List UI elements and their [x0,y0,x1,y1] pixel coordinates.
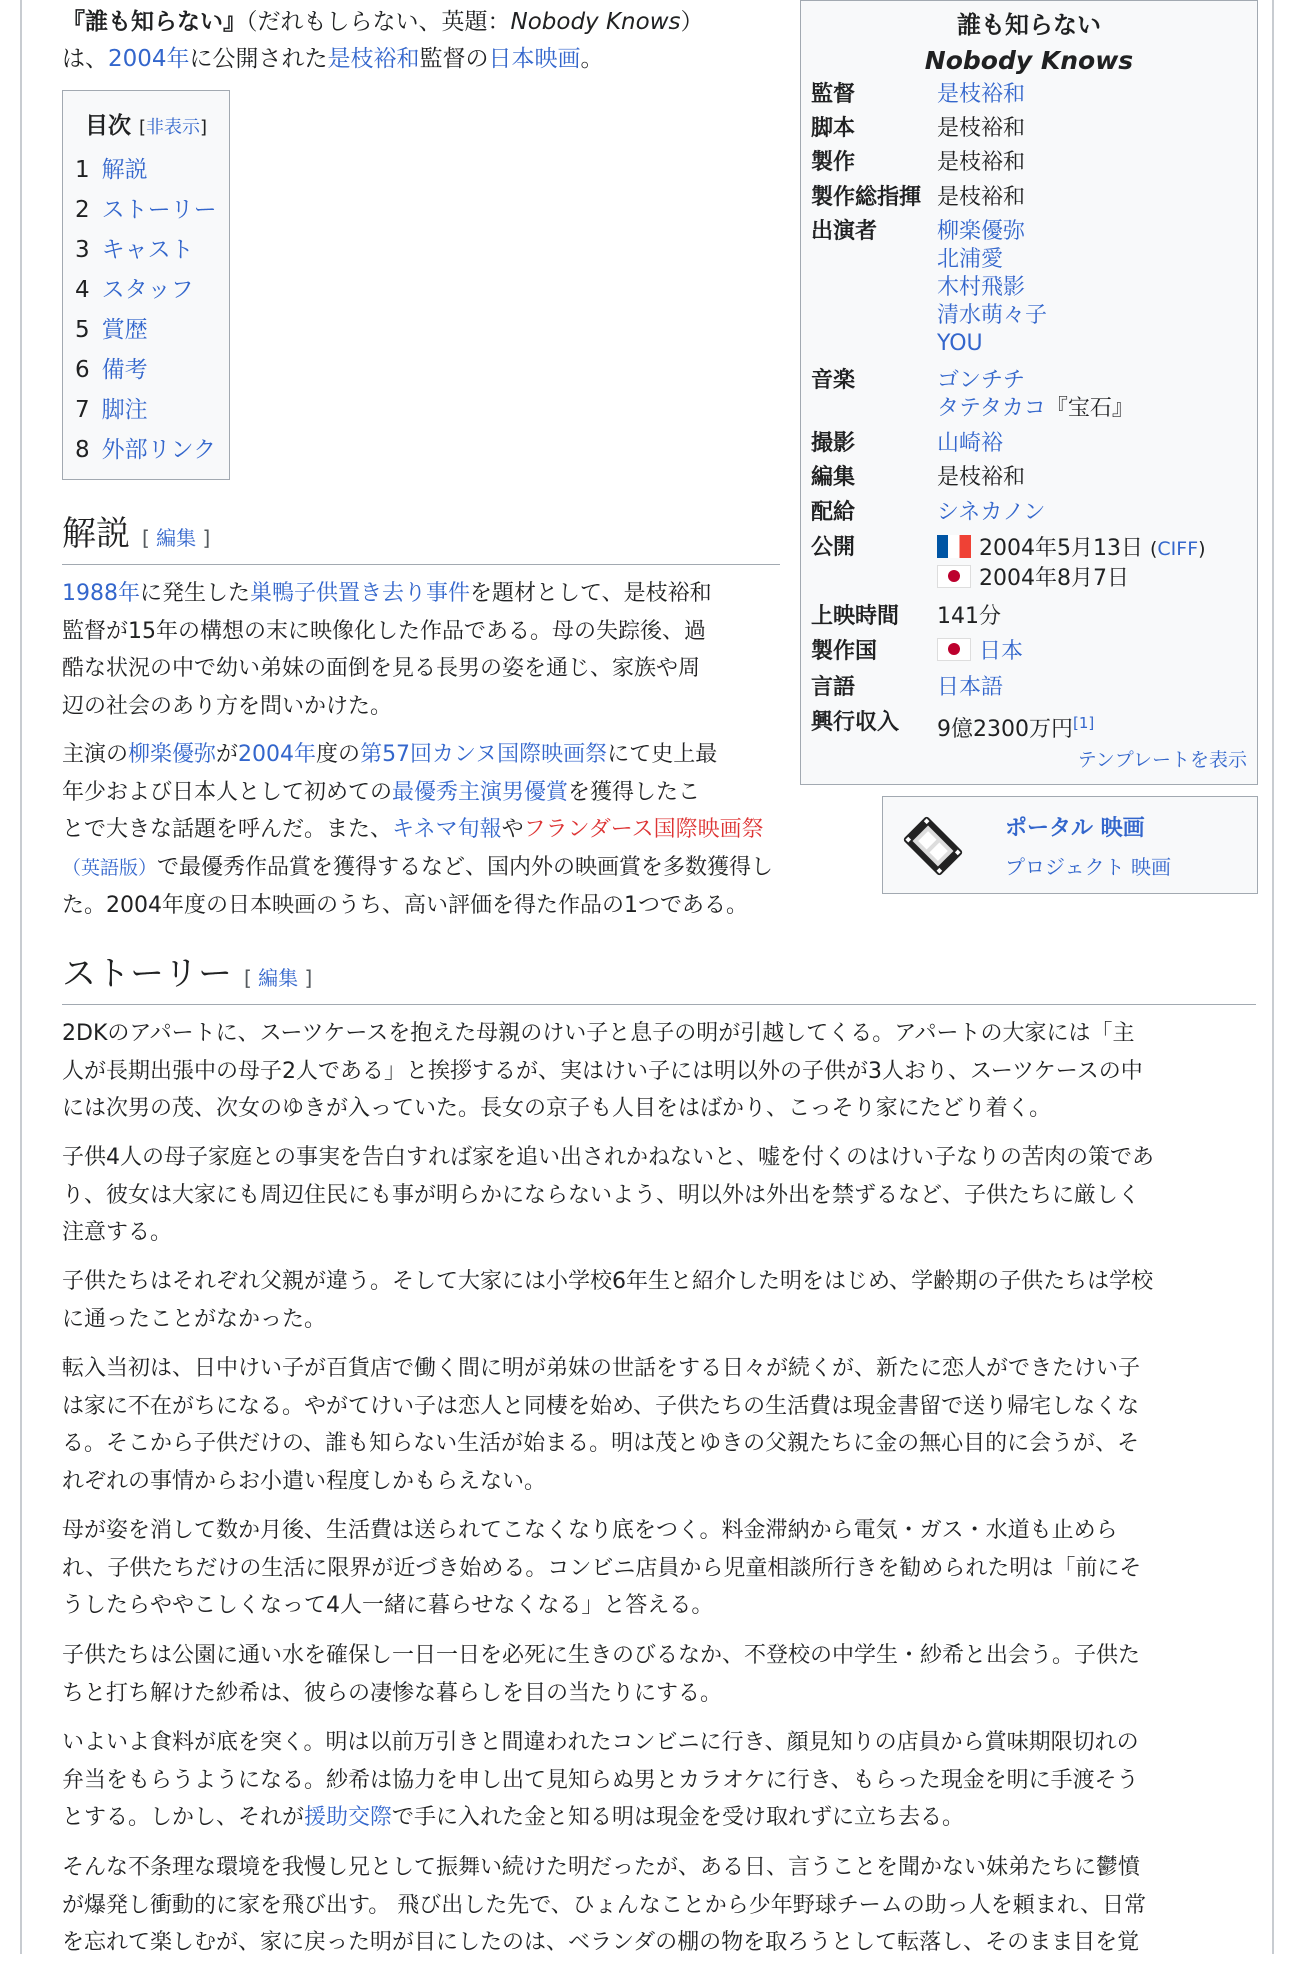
link-japanese-film[interactable]: 日本映画 [488,46,581,72]
link-2004[interactable]: 2004年 [108,46,190,72]
link-1988[interactable]: 1988年 [62,581,140,606]
toc-item[interactable]: 8 外部リンク [75,437,217,463]
japan-flag-icon [937,565,971,588]
page-right-border [1272,0,1274,1954]
story-paragraph-2: 子供4人の母子家庭との事実を告白すれば家を追い出されかねないと、嘘を付くのはけい子なりの苦肉の策であ り、彼女は大家にも周辺住民にも事が明らかにならないよう、明以外は外出を禁ずるなど、子供たちに厳しく 注意する。 [62,1145,1155,1245]
commentary-paragraph-2: 主演の柳楽優弥が2004年度の第57回カンヌ国際映画祭にて史上最 年少および日本人として初めての最優秀主演男優賞を獲得したこ とで大きな話題を呼んだ。また、キネマ旬報やフランダース国際映画祭 （英語版）で最優秀作品賞を獲得するなど、国内外の映画賞を多数獲得し た。2004年度の日本映画のうち、高い評価を得た作品の1つである。 [62,742,774,918]
link-cannes-57[interactable]: 第57回カンヌ国際映画祭 [360,742,608,767]
table-of-contents [62,90,230,480]
toc-item[interactable]: 6 備考 [75,357,148,383]
section-heading-commentary: 解説 [ 編集 ] [62,512,780,565]
portal-box [882,796,1258,894]
infobox-subtitle: Nobody Knows [924,46,1134,75]
link-2004-year[interactable]: 2004年 [238,742,317,767]
toc-item[interactable]: 7 脚注 [75,397,148,423]
story-paragraph-1: 2DKのアパートに、スーツケースを抱えた母親のけい子と息子の明が引越してくる。アパートの大家には「主 人が長期出張中の母子2人である」と挨拶するが、実はけい子には明以外の子供が3人おり、スーツケースの中 には次男の茂、次女のゆきが入っていた。長女の京子も人目をはばかり、こっそり家にたどり着く。 [62,1021,1143,1121]
story-paragraph-3: 子供たちはそれぞれ父親が違う。そして大家には小学校6年生と紹介した明をはじめ、学齢期の子供たちは学校 に通ったことがなかった。 [62,1269,1154,1332]
cast-link[interactable]: 木村飛影 [937,275,1026,300]
cast-link[interactable]: 柳楽優弥 [937,219,1026,244]
infobox-distributor-link[interactable]: シネカノン [937,500,1046,525]
cast-link[interactable]: 北浦愛 [937,247,1004,272]
edit-section-commentary[interactable]: 編集 [156,526,197,550]
infobox-row-release: 公開 2004年5月13日 (CIFF) 2004年8月7日 [811,535,1206,591]
japan-flag-icon [937,638,971,661]
film-infobox: 誰も知らない Nobody Knows 監督 是枝裕和 脚本 是枝裕和 製作 是枝裕和 製作総指揮 是枝裕和 出演者 柳楽優弥 北浦愛 木村飛影 清水萌々子 YOU 音楽 ゴンチチ タテタカコ『宝石』 撮影 山崎裕 編集 是枝裕和 配給 シネカノン 公開 2004年5月13日 (CIFF) 2004年8月7日 上映時間 141分 製作国 日本 言語 日本語 興行収入 9億2300万円[1] テンプレートを表示 [800,0,1258,785]
music-link[interactable]: タテタカコ [937,396,1046,421]
language-link[interactable]: 日本語 [937,675,1004,700]
music-link[interactable]: ゴンチチ [937,368,1026,393]
infobox-title: 誰も知らない [957,11,1101,39]
page-left-border [20,0,22,1954]
toc-item[interactable]: 5 賞歴 [75,317,148,343]
infobox-cinematography-link[interactable]: 山崎裕 [937,431,1004,456]
toc-title: 目次 [非表示] [85,113,208,139]
portal-film-link[interactable]: ポータル 映画 [1005,816,1145,841]
cast-link[interactable]: YOU [937,331,983,356]
country-link[interactable]: 日本 [979,639,1024,664]
link-best-actor[interactable]: 最優秀主演男優賞 [392,779,569,805]
ciff-link[interactable]: CIFF [1157,538,1199,560]
story-paragraph-5: 母が姿を消して数か月後、生活費は送られてこなくなり底をつく。料金滞納から電気・ガス・水道も止めら れ、子供たちだけの生活に限界が近づき始める。コンビニ店員から児童相談所行きを勧められた明は「前にそ うしたらややこしくなって4人一緒に暮らせなくなる」と答える。 [62,1518,1142,1618]
toc-item[interactable]: 2 ストーリー [75,197,217,223]
link-yagira[interactable]: 柳楽優弥 [128,742,217,767]
edit-section-story[interactable]: 編集 [258,966,299,990]
film-reel-icon [895,809,971,883]
story-paragraph-8: そんな不条理な環境を我慢し兄として振舞い続けた明だったが、ある日、言うことを聞かない妹弟たちに鬱憤 が爆発し衝動的に家を飛び出す。 飛び出した先で、ひょんなことから少年野球チームの助っ人を頼まれ、日常 を忘れて楽しむが、家に戻った明が目にしたのは、ベランダの棚の物を取ろうとして転落し、そのまま目を覚 [62,1855,1147,1955]
toc-list [75,150,217,470]
toc-item[interactable]: 1 解説 [75,157,148,183]
article-title: 『誰も知らない』 [62,9,246,35]
reference-link[interactable]: [1] [1073,714,1095,732]
project-film-link[interactable]: プロジェクト 映画 [1005,855,1171,879]
story-paragraph-7: いよいよ食料が底を突く。明は以前万引きと間違われたコンビニに行き、顔見知りの店員から賞味期限切れの 弁当をもらうようになる。紗希は協力を申し出て見知らぬ男とカラオケに行き、もらった現金を明に手渡そう とする。しかし、それが援助交際で手に入れた金と知る明は現金を受け取れずに立ち去る。 [62,1730,1139,1830]
story-paragraph-4: 転入当初は、日中けい子が百貨店で働く間に明が弟妹の世話をする日々が続くが、新たに恋人ができたけい子 は家に不在がちになる。やがてけい子は恋人と同棲を始め、子供たちの生活費は現金書留で送り帰宅しなくな る。そこから子供だけの、誰も知らない生活が始まる。明は茂とゆきの父親たちに金の無心目的に会うが、そ れぞれの事情からお小遣い程度しかもらえない。 [62,1356,1141,1494]
link-sugamo-incident[interactable]: 巣鴨子供置き去り事件 [250,581,471,606]
lead-paragraph: 『誰も知らない』（だれもしらない、英題：Nobody Knows） は、2004年に公開された是枝裕和監督の日本映画。 [62,9,704,72]
toc-hide-button[interactable]: 非表示 [146,117,201,138]
toc-item[interactable]: 4 スタッフ [75,277,194,303]
story-paragraph-6: 子供たちは公園に通い水を確保し一日一日を必死に生きのびるなか、不登校の中学生・紗希と出会う。子供た ちと打ち解けた紗希は、彼らの凄惨な暮らしを目の当たりにする。 [62,1643,1141,1706]
link-enjo-kosai[interactable]: 援助交際 [304,1805,393,1830]
section-heading-story: ストーリー [ 編集 ] [62,952,1256,1005]
cast-link[interactable]: 清水萌々子 [937,303,1048,328]
link-director[interactable]: 是枝裕和 [327,46,420,72]
link-english-version[interactable]: （英語版） [62,856,158,879]
infobox-row-music: 音楽 ゴンチチ タテタカコ『宝石』 [811,368,1134,421]
toc-item[interactable]: 3 キャスト [75,237,194,263]
france-flag-icon [937,535,971,558]
link-kinema-junpo[interactable]: キネマ旬報 [392,817,502,842]
infobox-row-cast: 出演者 柳楽優弥 北浦愛 木村飛影 清水萌々子 YOU [811,219,1048,356]
commentary-paragraph-1: 1988年に発生した巣鴨子供置き去り事件を題材として、是枝裕和 監督が15年の構想の末に映像化した作品である。母の失踪後、過 酷な状況の中で幼い弟妹の面倒を見る長男の姿を通じ、家族や周 辺の社会のあり方を問いかけた。 [62,581,712,719]
show-template-link[interactable]: テンプレートを表示 [1077,749,1247,771]
link-flanders-festival[interactable]: フランダース国際映画祭 [523,817,764,842]
infobox-director-link[interactable]: 是枝裕和 [937,82,1026,107]
